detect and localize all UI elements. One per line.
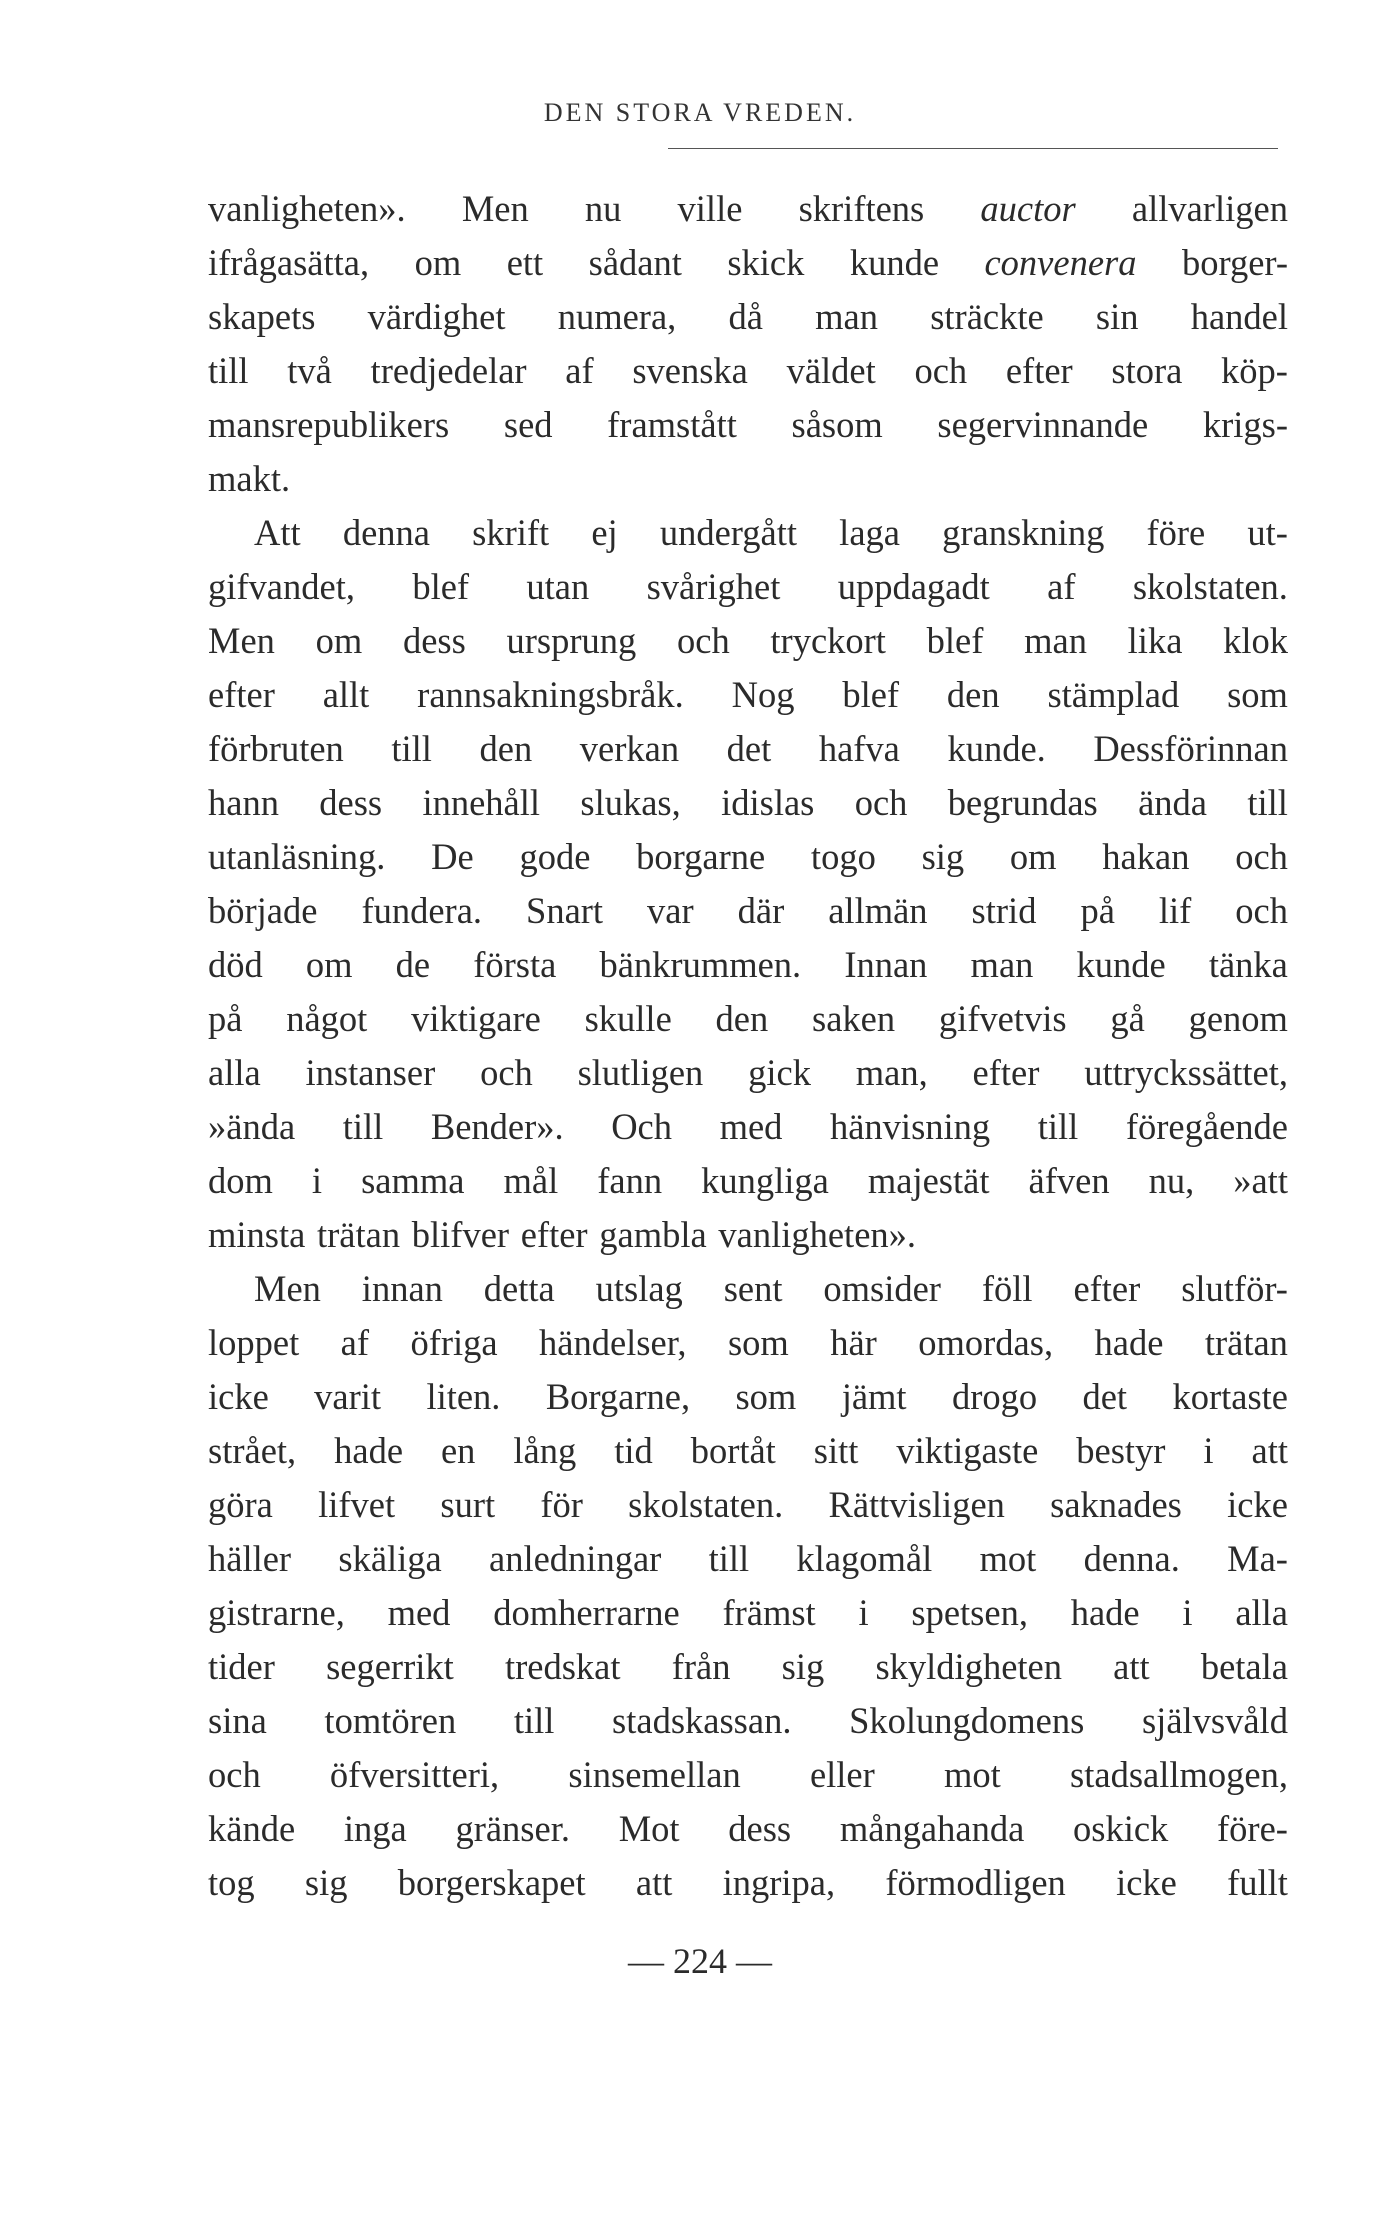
word: främst bbox=[722, 1592, 816, 1633]
word: rannsakningsbråk. bbox=[417, 674, 684, 715]
word: och bbox=[480, 1052, 533, 1093]
word: klok bbox=[1223, 620, 1288, 661]
word: om bbox=[1009, 836, 1057, 877]
word: kunde. bbox=[947, 728, 1046, 769]
word: varit bbox=[314, 1376, 382, 1417]
word: skäliga bbox=[338, 1538, 442, 1579]
word: dess bbox=[728, 1808, 792, 1849]
word: betala bbox=[1200, 1646, 1288, 1687]
word: icke bbox=[1227, 1484, 1288, 1525]
word: denna bbox=[342, 512, 430, 553]
word: lika bbox=[1127, 620, 1183, 661]
word: slukas, bbox=[580, 782, 681, 823]
word: efter bbox=[1073, 1268, 1141, 1309]
word: den bbox=[479, 728, 533, 769]
word: sitt bbox=[813, 1430, 859, 1471]
word: till bbox=[513, 1700, 555, 1741]
word: klagomål bbox=[796, 1538, 933, 1579]
word: tryckort bbox=[770, 620, 886, 661]
word: sent bbox=[723, 1268, 783, 1309]
word: som bbox=[1227, 674, 1288, 715]
word: Rättvisligen bbox=[828, 1484, 1005, 1525]
word: gifvetvis bbox=[938, 998, 1067, 1039]
word: makt. bbox=[208, 458, 291, 499]
word: till bbox=[342, 1106, 384, 1147]
word: Att bbox=[254, 512, 301, 553]
word: gistrarne, bbox=[208, 1592, 345, 1633]
word: värdighet bbox=[367, 296, 506, 337]
word: ursprung bbox=[506, 620, 637, 661]
word: af bbox=[340, 1322, 370, 1363]
word: tredjedelar bbox=[370, 350, 527, 391]
text-line bbox=[208, 722, 1288, 776]
word: två bbox=[287, 350, 332, 391]
word: att bbox=[635, 1862, 673, 1903]
word: man bbox=[815, 296, 878, 337]
word: spetsen, bbox=[911, 1592, 1028, 1633]
word: som bbox=[735, 1376, 797, 1417]
word: Ma- bbox=[1227, 1538, 1288, 1579]
word: af bbox=[1047, 566, 1076, 607]
word: Men bbox=[254, 1268, 321, 1309]
word: första bbox=[473, 944, 557, 985]
word: innan bbox=[361, 1268, 443, 1309]
text-line bbox=[208, 1262, 1288, 1316]
word: köp- bbox=[1221, 350, 1288, 391]
word: strået, bbox=[208, 1430, 297, 1471]
word: man bbox=[1024, 620, 1087, 661]
word: kände bbox=[208, 1808, 296, 1849]
word: Dessförinnan bbox=[1093, 728, 1288, 769]
word: mot bbox=[979, 1538, 1037, 1579]
word: där bbox=[737, 890, 785, 931]
word: ingripa, bbox=[722, 1862, 836, 1903]
word: eller bbox=[809, 1754, 875, 1795]
word: till bbox=[391, 728, 432, 769]
word: domherrarne bbox=[493, 1592, 680, 1633]
word: man, bbox=[855, 1052, 928, 1093]
word: instanser bbox=[305, 1052, 436, 1093]
text-line bbox=[208, 182, 1288, 236]
word: hade bbox=[1094, 1322, 1164, 1363]
word: göra bbox=[208, 1484, 273, 1525]
word: efter bbox=[972, 1052, 1040, 1093]
text-line bbox=[208, 668, 1288, 722]
word: uttryckssättet, bbox=[1084, 1052, 1288, 1093]
word: Men bbox=[461, 188, 529, 229]
word: framstått bbox=[607, 404, 737, 445]
word: »ända bbox=[208, 1106, 296, 1147]
word: gambla bbox=[599, 1214, 707, 1255]
word: efter bbox=[208, 674, 275, 715]
word: Innan bbox=[844, 944, 928, 985]
word: strid bbox=[971, 890, 1037, 931]
text-line bbox=[208, 1316, 1288, 1370]
word: föll bbox=[981, 1268, 1033, 1309]
word: hakan bbox=[1102, 836, 1190, 877]
text-line bbox=[208, 344, 1288, 398]
page-number: — 224 — bbox=[628, 1941, 772, 1981]
word: allvarligen bbox=[1131, 188, 1288, 229]
word: att bbox=[1113, 1646, 1150, 1687]
word: hänvisning bbox=[829, 1106, 991, 1147]
text-line bbox=[208, 830, 1288, 884]
word: med bbox=[387, 1592, 451, 1633]
word: utanläsning. bbox=[208, 836, 386, 877]
text-line bbox=[208, 1154, 1288, 1208]
word: allt bbox=[322, 674, 370, 715]
text-line bbox=[208, 1586, 1288, 1640]
word: och bbox=[1235, 890, 1288, 931]
word: på bbox=[1080, 890, 1115, 931]
word: allmän bbox=[828, 890, 928, 931]
text-line bbox=[208, 614, 1288, 668]
word: skriftens bbox=[798, 188, 925, 229]
word: ville bbox=[677, 188, 743, 229]
word: utslag bbox=[595, 1268, 683, 1309]
word: viktigare bbox=[411, 998, 541, 1039]
word: slutligen bbox=[577, 1052, 704, 1093]
word: liten. bbox=[426, 1376, 501, 1417]
word: sig bbox=[304, 1862, 348, 1903]
word: minsta bbox=[208, 1214, 306, 1255]
word: något bbox=[286, 998, 368, 1039]
word: att bbox=[1251, 1430, 1288, 1471]
word: majestät bbox=[867, 1160, 990, 1201]
word: begrundas bbox=[947, 782, 1098, 823]
word: började bbox=[208, 890, 318, 931]
word: väldet bbox=[786, 350, 876, 391]
word: detta bbox=[483, 1268, 555, 1309]
word: med bbox=[719, 1106, 783, 1147]
word: nu bbox=[584, 188, 622, 229]
word: laga bbox=[839, 512, 900, 553]
text-line bbox=[208, 1424, 1288, 1478]
word: gå bbox=[1110, 998, 1145, 1039]
word: saken bbox=[812, 998, 896, 1039]
word: sådant bbox=[588, 242, 682, 283]
word: nu, bbox=[1148, 1160, 1195, 1201]
word: dess bbox=[402, 620, 466, 661]
word: såsom bbox=[791, 404, 883, 445]
word: till bbox=[1247, 782, 1288, 823]
word: före bbox=[1146, 512, 1206, 553]
word: Snart bbox=[526, 890, 604, 931]
word: fann bbox=[597, 1160, 663, 1201]
word: skapets bbox=[208, 296, 316, 337]
word: sig bbox=[781, 1646, 825, 1687]
word: vanligheten». bbox=[718, 1214, 917, 1255]
word: Borgarne, bbox=[545, 1376, 691, 1417]
word: till bbox=[1037, 1106, 1079, 1147]
word: häller bbox=[208, 1538, 292, 1579]
text-line bbox=[208, 398, 1288, 452]
word: om bbox=[414, 242, 462, 283]
word: Nog bbox=[731, 674, 795, 715]
word: och bbox=[208, 1754, 261, 1795]
word: från bbox=[671, 1646, 731, 1687]
word: om bbox=[315, 620, 363, 661]
text-line bbox=[208, 236, 1288, 290]
word: den bbox=[715, 998, 769, 1039]
word: kunde bbox=[849, 242, 940, 283]
word: Bender». bbox=[430, 1106, 564, 1147]
word: surt bbox=[440, 1484, 496, 1525]
word: hafva bbox=[818, 728, 900, 769]
word: gode bbox=[519, 836, 591, 877]
text-line bbox=[208, 1802, 1288, 1856]
word: då bbox=[728, 296, 763, 337]
body-text bbox=[208, 182, 1288, 1910]
word: togo bbox=[810, 836, 876, 877]
word: bestyr bbox=[1076, 1430, 1166, 1471]
text-line bbox=[208, 992, 1288, 1046]
word: fundera. bbox=[361, 890, 483, 931]
text-line bbox=[208, 1748, 1288, 1802]
text-line bbox=[208, 1370, 1288, 1424]
word: på bbox=[208, 998, 243, 1039]
word: blef bbox=[926, 620, 984, 661]
word: sig bbox=[921, 836, 965, 877]
word: omordas, bbox=[918, 1322, 1054, 1363]
word: idislas bbox=[721, 782, 815, 823]
word: stadsallmogen, bbox=[1070, 1754, 1288, 1795]
word: uppdagadt bbox=[837, 566, 990, 607]
text-line bbox=[208, 1100, 1288, 1154]
word: skulle bbox=[584, 998, 672, 1039]
word: samma bbox=[361, 1160, 465, 1201]
word: lifvet bbox=[318, 1484, 396, 1525]
word: mål bbox=[503, 1160, 559, 1201]
word: svenska bbox=[632, 350, 748, 391]
word: blifver bbox=[411, 1214, 510, 1255]
word: för bbox=[540, 1484, 583, 1525]
word: krigs- bbox=[1202, 404, 1288, 445]
word: omsider bbox=[823, 1268, 941, 1309]
word: stämplad bbox=[1047, 674, 1180, 715]
word: mansrepublikers bbox=[208, 404, 450, 445]
text-line bbox=[208, 1640, 1288, 1694]
word: det bbox=[726, 728, 772, 769]
word: öfversitteri, bbox=[329, 1754, 500, 1795]
word: innehåll bbox=[422, 782, 541, 823]
word: efter bbox=[520, 1214, 588, 1255]
word: auctor bbox=[980, 188, 1076, 229]
word: anledningar bbox=[489, 1538, 662, 1579]
word: händelser, bbox=[539, 1322, 687, 1363]
word: skyldigheten bbox=[875, 1646, 1062, 1687]
word: skick bbox=[727, 242, 805, 283]
word: äfven bbox=[1028, 1160, 1110, 1201]
word: man bbox=[970, 944, 1034, 985]
word: alla bbox=[1235, 1592, 1288, 1633]
word: kortaste bbox=[1172, 1376, 1288, 1417]
word: dom bbox=[208, 1160, 273, 1201]
running-head: DEN STORA VREDEN. bbox=[543, 98, 857, 127]
word: i bbox=[1203, 1430, 1214, 1471]
word: och bbox=[854, 782, 908, 823]
word: stora bbox=[1111, 350, 1183, 391]
word: öfriga bbox=[410, 1322, 498, 1363]
word: jämt bbox=[841, 1376, 907, 1417]
word: skolstaten. bbox=[628, 1484, 784, 1525]
word: förbruten bbox=[208, 728, 344, 769]
word: sina bbox=[208, 1700, 267, 1741]
word: lång bbox=[513, 1430, 577, 1471]
word: numera, bbox=[557, 296, 677, 337]
word: borger- bbox=[1181, 242, 1288, 283]
word: sträckte bbox=[930, 296, 1044, 337]
word: genom bbox=[1188, 998, 1288, 1039]
word: och bbox=[914, 350, 968, 391]
word: saknades bbox=[1050, 1484, 1182, 1525]
word: mångahanda bbox=[839, 1808, 1025, 1849]
word: tänka bbox=[1208, 944, 1288, 985]
word: borgarne bbox=[636, 836, 766, 877]
word: borgerskapet bbox=[397, 1862, 586, 1903]
word: icke bbox=[1116, 1862, 1177, 1903]
word: drogo bbox=[951, 1376, 1038, 1417]
word: tomtören bbox=[324, 1700, 457, 1741]
text-line bbox=[208, 1532, 1288, 1586]
word: i bbox=[1182, 1592, 1193, 1633]
word: hann bbox=[208, 782, 279, 823]
word: Mot bbox=[618, 1808, 680, 1849]
word: alla bbox=[208, 1052, 261, 1093]
word: som bbox=[727, 1322, 789, 1363]
word: död bbox=[208, 944, 263, 985]
text-line bbox=[208, 452, 1288, 506]
word: svårighet bbox=[646, 566, 781, 607]
word: ej bbox=[591, 512, 618, 553]
word: segerrikt bbox=[326, 1646, 454, 1687]
word: en bbox=[440, 1430, 476, 1471]
word: icke bbox=[208, 1376, 269, 1417]
text-line bbox=[208, 1208, 1288, 1262]
word: granskning bbox=[942, 512, 1105, 553]
word: hade bbox=[1070, 1592, 1140, 1633]
word: här bbox=[830, 1322, 877, 1363]
word: blef bbox=[412, 566, 470, 607]
word: gränser. bbox=[455, 1808, 570, 1849]
word: i bbox=[858, 1592, 869, 1633]
word: undergått bbox=[659, 512, 798, 553]
word: den bbox=[946, 674, 1000, 715]
word: viktigaste bbox=[896, 1430, 1039, 1471]
word: oskick bbox=[1073, 1808, 1169, 1849]
text-line bbox=[208, 560, 1288, 614]
text-line bbox=[208, 776, 1288, 830]
word: bortåt bbox=[690, 1430, 776, 1471]
word: i bbox=[311, 1160, 323, 1201]
word: trätan bbox=[1204, 1322, 1288, 1363]
word: Skolungdomens bbox=[849, 1700, 1085, 1741]
word: ifrågasätta, bbox=[208, 242, 370, 283]
word: hade bbox=[334, 1430, 404, 1471]
word: till bbox=[708, 1538, 750, 1579]
word: slutför- bbox=[1181, 1268, 1288, 1309]
word: tog bbox=[208, 1862, 255, 1903]
text-line bbox=[208, 1478, 1288, 1532]
word: gifvandet, bbox=[208, 566, 355, 607]
word: lif bbox=[1158, 890, 1192, 931]
word: självsvåld bbox=[1141, 1700, 1288, 1741]
word: fullt bbox=[1227, 1862, 1288, 1903]
word: om bbox=[305, 944, 353, 985]
word: dess bbox=[319, 782, 383, 823]
word: ända bbox=[1138, 782, 1207, 823]
word: Och bbox=[611, 1106, 673, 1147]
text-line bbox=[208, 1046, 1288, 1100]
word: af bbox=[565, 350, 594, 391]
word: skolstaten. bbox=[1132, 566, 1288, 607]
word: ut- bbox=[1247, 512, 1288, 553]
word: De bbox=[431, 836, 474, 877]
word: utan bbox=[526, 566, 590, 607]
word: var bbox=[647, 890, 694, 931]
header-rule bbox=[668, 148, 1278, 149]
word: verkan bbox=[579, 728, 680, 769]
word: kunde bbox=[1076, 944, 1166, 985]
word: convenera bbox=[984, 242, 1137, 283]
word: denna. bbox=[1083, 1538, 1180, 1579]
word: bänkrummen. bbox=[599, 944, 802, 985]
text-line bbox=[208, 1856, 1288, 1910]
word: vanligheten». bbox=[208, 188, 406, 229]
word: segervinnande bbox=[937, 404, 1149, 445]
word: handel bbox=[1190, 296, 1288, 337]
text-line bbox=[208, 938, 1288, 992]
text-line bbox=[208, 290, 1288, 344]
text-line bbox=[208, 884, 1288, 938]
text-line bbox=[208, 1694, 1288, 1748]
word: efter bbox=[1005, 350, 1073, 391]
word: och bbox=[677, 620, 730, 661]
word: tider bbox=[208, 1646, 275, 1687]
word: stadskassan. bbox=[612, 1700, 792, 1741]
word: »att bbox=[1233, 1160, 1288, 1201]
word: och bbox=[1235, 836, 1288, 877]
word: skrift bbox=[472, 512, 550, 553]
word: sed bbox=[503, 404, 553, 445]
word: före- bbox=[1217, 1808, 1288, 1849]
word: kungliga bbox=[701, 1160, 829, 1201]
word: de bbox=[395, 944, 431, 985]
word: mot bbox=[944, 1754, 1001, 1795]
word: tid bbox=[614, 1430, 653, 1471]
word: inga bbox=[343, 1808, 407, 1849]
text-line bbox=[208, 506, 1288, 560]
word: det bbox=[1082, 1376, 1128, 1417]
word: till bbox=[208, 350, 249, 391]
word: blef bbox=[842, 674, 900, 715]
word: Men bbox=[208, 620, 275, 661]
word: sinsemellan bbox=[568, 1754, 741, 1795]
word: tredskat bbox=[504, 1646, 621, 1687]
word: sin bbox=[1095, 296, 1139, 337]
word: ett bbox=[506, 242, 544, 283]
word: loppet bbox=[208, 1322, 300, 1363]
word: gick bbox=[748, 1052, 811, 1093]
word: föregående bbox=[1125, 1106, 1288, 1147]
word: trätan bbox=[317, 1214, 401, 1255]
word: förmodligen bbox=[885, 1862, 1066, 1903]
